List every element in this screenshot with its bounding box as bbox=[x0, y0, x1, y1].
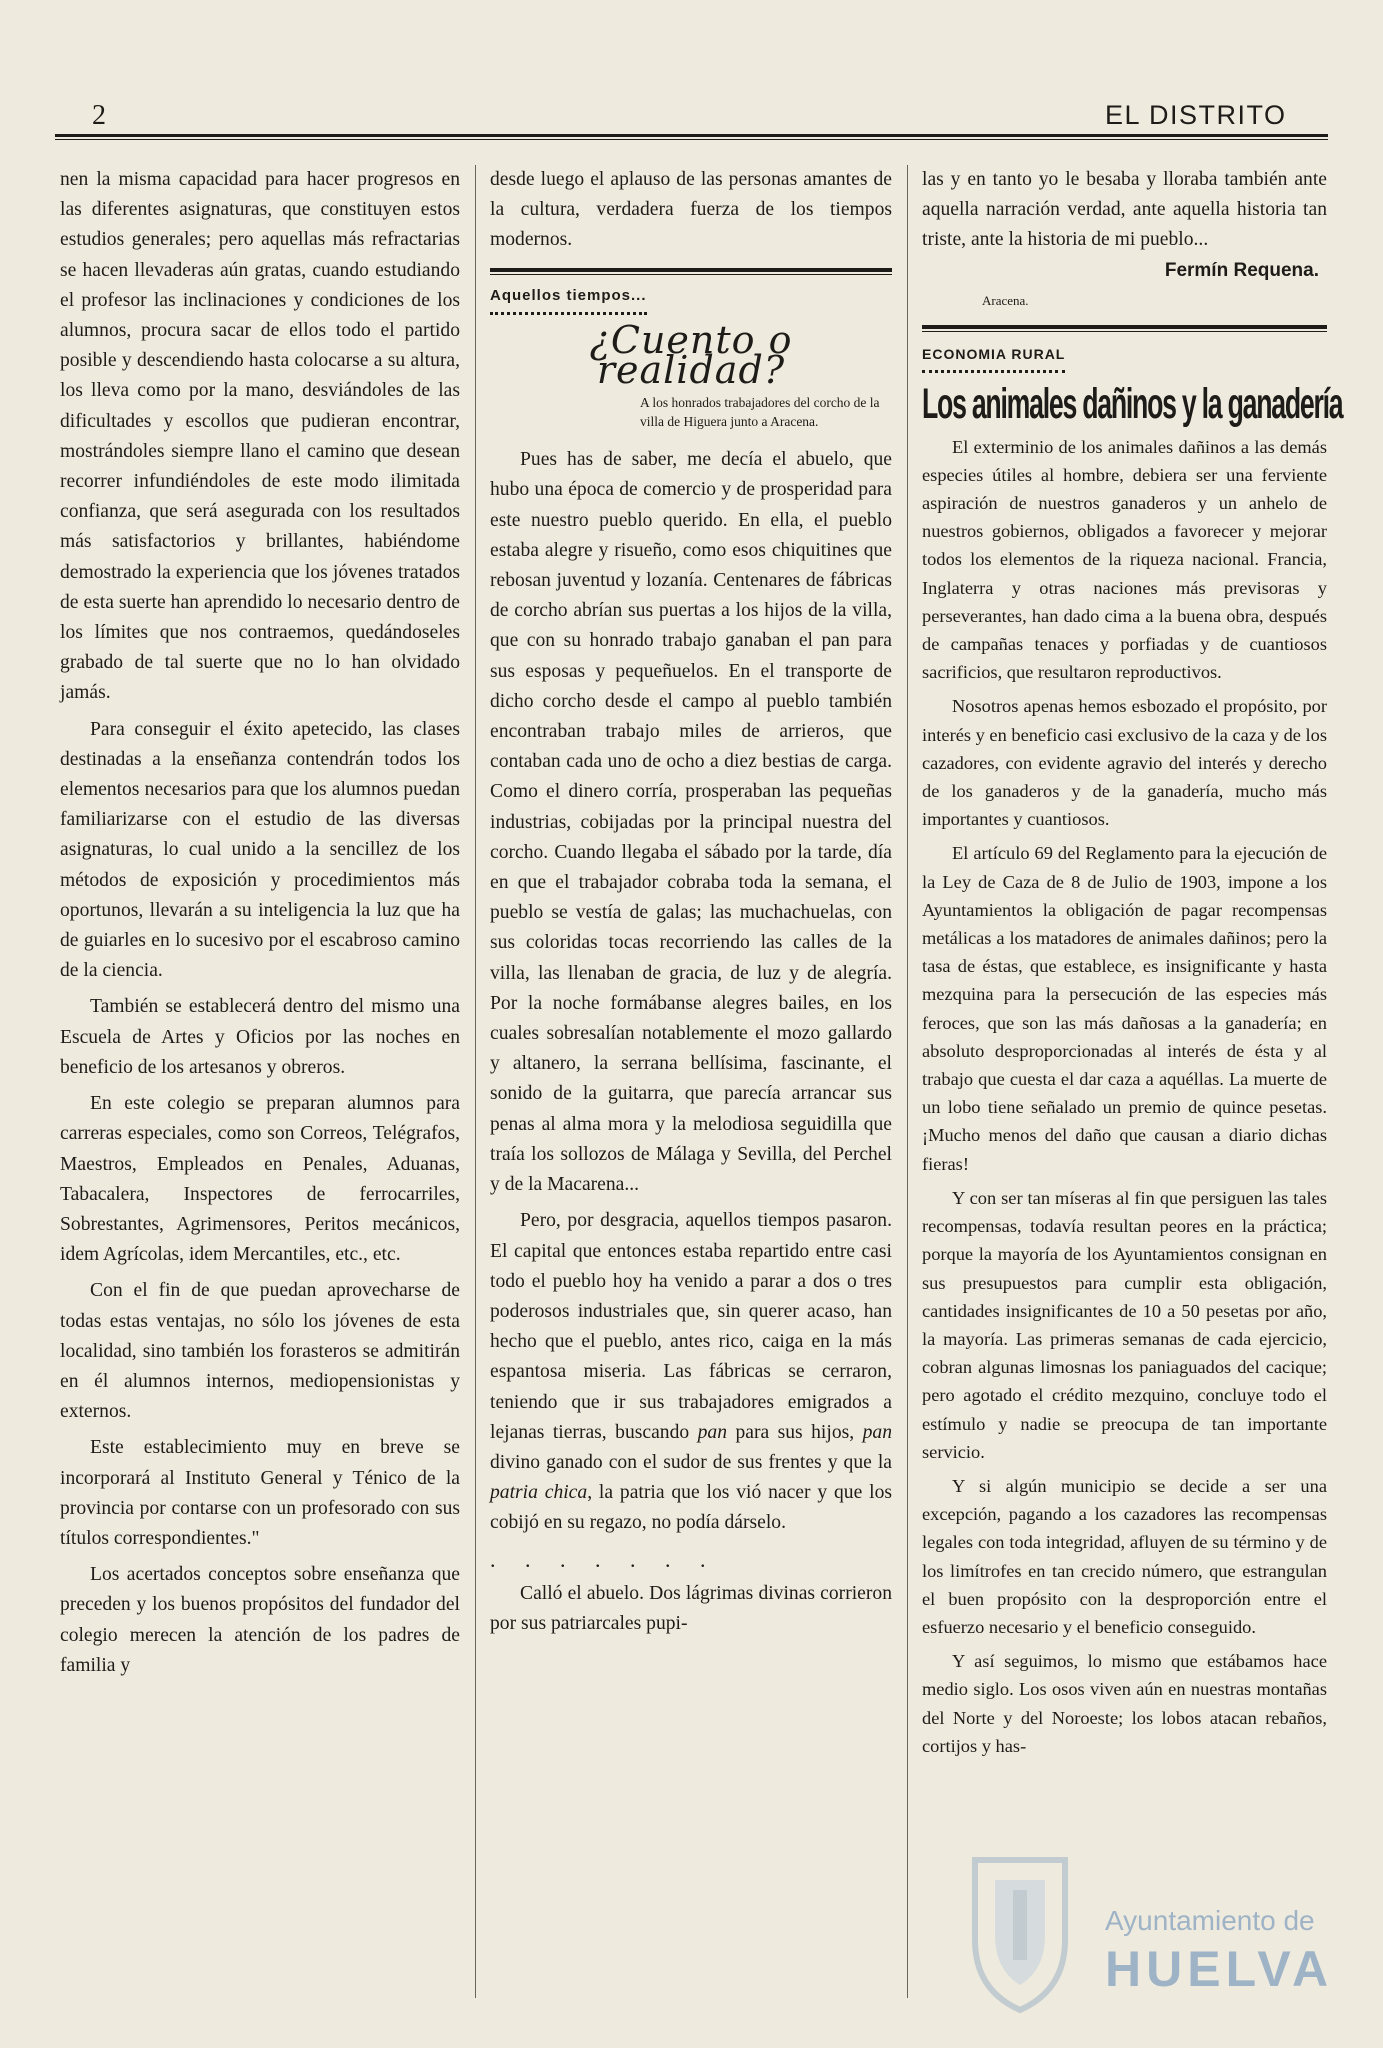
column-story bbox=[490, 165, 892, 1639]
section-rule bbox=[490, 268, 892, 275]
article-headline: Los animales dañinos y la ganadería bbox=[922, 379, 1343, 428]
emphasis-pan: pan bbox=[697, 1421, 728, 1443]
paragraph: Calló el abuelo. Dos lágrimas divinas corrieron por sus patriarcales pupi- bbox=[490, 1582, 892, 1634]
paragraph: El artículo 69 del Reglamento para la ejecución de la Ley de Caza de 8 de Julio de 1903, impone a los Ayuntamientos la obligación de pagar recompensas metálicas a los matadores de animales dañinos; pero la tasa de éstas, que establece, es insignificante y hasta mezquina para la persecución de las especies más feroces, que son las más dañosas a la ganadería; en absoluto desproporcionadas al interés de ésta y al trabajo que cuesta el dar caza a aquéllas. La muerte de un lobo tiene señalado un premio de quince pesetas. ¡Mucho menos del daño que causan a diario dichas fieras! bbox=[922, 843, 1327, 1174]
emphasis-pan: pan bbox=[862, 1421, 892, 1443]
dedication: A los honrados trabajadores del corcho de la villa de Higuera junto a Aracena. bbox=[640, 395, 880, 430]
column-rural-economy bbox=[922, 165, 1343, 1760]
paragraph: El exterminio de los animales dañinos a las demás especies útiles al hombre, debiera ser una ferviente aspiración de nuestros ganaderos y un anhelo de nuestros gobiernos, obligados a favorecer y mejorar todos los elementos de la riqueza nacional. Francia, Inglaterra y otras naciones más previsoras y perseverantes, han dado cima a la buena obra, después de campañas tenaces y porfiadas y de cuantiosos sacrificios, que resultaron reproductivos. bbox=[922, 436, 1327, 683]
paragraph-text: , la patria que los vió nacer y que los cobijó en su regazo, no podía dárselo. bbox=[490, 1482, 892, 1534]
paragraph: Y con ser tan míseras al fin que persiguen las tales recompensas, todavía resultan peores en la práctica; porque la mayoría de los Ayuntamientos consignan en sus presupuestos para cumplir esta obligación, cantidades insignificantes de 10 a 50 pesetas por año, la mayoría. Las primeras semanas de cada ejercicio, cobran algunas limosnas los paniaguados del cacique; pero agotado el crédito mezquino, concluye todo el estímulo y nadie se preocupa de tan importante servicio. bbox=[922, 1187, 1327, 1462]
paragraph: También se establecerá dentro del mismo una Escuela de Artes y Oficios por las noches en beneficio de los artesanos y obreros. bbox=[60, 996, 460, 1078]
paragraph: Pues has de saber, me decía el abuelo, que hubo una época de comercio y de prosperidad para este nuestro pueblo querido. En ella, el pueblo estaba alegre y risueño, como esos chiquitines que rebosan juventud y lozanía. Centenares de fábricas de corcho abrían sus puertas a los hijos de la villa, que con su honrado trabajo ganaban el pan para sus esposas y pequeñuelos. En el transporte de dicho corcho desde el campo al pueblo también encontraban trabajo miles de arrieros, que contaban cada uno de ocho a diez bestias de carga. Como el dinero corría, prosperaban las pequeñas industrias, cobijadas por la principal nuestra del corcho. Cuando llegaba el sábado por la tarde, día en que el trabajador cobraba toda la semana, el pueblo se vestía de galas; las muchachuelas, con sus coloridas tocas recorriendo las calles de la villa, las llenaban de gracia, de luz y de alegría. Por la noche formábanse alegres bailes, en los cuales sobresalían notablemente el mozo gallardo y altanero, la serrana bellísima, fascinante, el sonido de la guitarra, que parecía arrancar sus penas al alma mora y la melodiosa seguidilla que traía los sollozos de Málaga y Sevilla, del Perchel y de la Macarena... bbox=[490, 449, 892, 1196]
paragraph-text: para sus hijos, bbox=[727, 1421, 863, 1443]
watermark-line1: Ayuntamiento de bbox=[1105, 1905, 1315, 1936]
paragraph: Con el fin de que puedan aprovecharse de todas estas ventajas, no sólo los jóvenes de esta localidad, sino también los forasteros se admitirán en él alumnos internos, mediopensionistas y externos. bbox=[60, 1280, 460, 1423]
paragraph: desde luego el aplauso de las personas amantes de la cultura, verdadera fuerza de los tiempos modernos. bbox=[490, 169, 892, 251]
paragraph: Y así seguimos, lo mismo que estábamos hace medio siglo. Los osos viven aún en nuestras montañas del Norte y del Noroeste; los lobos atacan rebaños, cortijos y has- bbox=[922, 1651, 1327, 1756]
paragraph-text: Pero, por desgracia, aquellos tiempos pasaron. El capital que entonces estaba repartido entre casi todo el pueblo hoy ha venido a parar a dos o tres poderosos industriales que, sin querer acaso, han hecho que el pueblo, antes rico, caiga en la más espantosa miseria. Las fábricas se cerraron, teniendo que ir sus trabajadores emigrados a lejanas tierras, buscando bbox=[490, 1210, 892, 1443]
paragraph: Para conseguir el éxito apetecido, las clases destinadas a la enseñanza contendrán todos los elementos necesarios para que los alumnos puedan familiarizarse con el estudio de las diversas asignaturas, lo cual unido a la sencillez de los métodos de exposición y procedimientos más oportunos, llevarán a su inteligencia la luz que ha de guiarles en lo sucesivo por el escabroso camino de la ciencia. bbox=[60, 718, 460, 982]
paragraph: Nosotros apenas hemos esbozado el propósito, por interés y en beneficio casi exclusivo de la caza y de los cazadores, con evidente agravio del interés y derecho de los ganaderos y de la ganadería, mucho más importantes y cuantiosos. bbox=[922, 696, 1327, 830]
column-divider bbox=[475, 165, 476, 1998]
paragraph: las y en tanto yo le besaba y lloraba también ante aquella narración verdad, ante aquella historia tan triste, ante la historia de mi pueblo... bbox=[922, 169, 1327, 250]
emphasis-patria: patria chica bbox=[490, 1482, 588, 1504]
separator-dots: . . . . . . . bbox=[490, 1546, 718, 1572]
paragraph-text: divino ganado con el sudor de sus frentes y que la bbox=[490, 1451, 892, 1473]
paragraph: Los acertados conceptos sobre enseñanza que preceden y los buenos propósitos del fundador del colegio merecen la atención de los padres de familia y bbox=[60, 1564, 460, 1676]
page-number: 2 bbox=[92, 100, 106, 131]
header-rule-thin bbox=[55, 139, 1328, 140]
paragraph bbox=[490, 1206, 892, 1538]
story-title: ¿Cuento o realidad? bbox=[589, 317, 793, 393]
newspaper-title: EL DISTRITO bbox=[1105, 100, 1287, 130]
paragraph: Y si algún municipio se decide a ser una excepción, pagando a los cazadores las recompensas legales con toda integridad, afluyen de su término y de los limítrofes en tan crecido número, que estrangulan el buen propósito con la desproporción entre el esfuerzo necesario y el beneficio conseguido. bbox=[922, 1475, 1327, 1637]
section-label: Aquellos tiempos... bbox=[490, 281, 647, 315]
section-rule bbox=[922, 325, 1327, 332]
paragraph: En este colegio se preparan alumnos para carreras especiales, como son Correos, Telégrafos, Maestros, Empleados en Penales, Aduanas, Tabacalera, Inspectores de ferrocarriles, Sobrestantes, Agrimensores, Peritos mecánicos, idem Agrícolas, idem Mercantiles, etc., etc. bbox=[60, 1093, 460, 1266]
column-divider bbox=[907, 165, 908, 1998]
watermark-line2: HUELVA bbox=[1105, 1941, 1334, 1997]
author-signature: Fermín Requena. bbox=[1164, 260, 1319, 281]
section-label: ECONOMIA RURAL bbox=[922, 340, 1065, 372]
header-rule bbox=[55, 134, 1328, 137]
paragraph: nen la misma capacidad para hacer progresos en las diferentes asignaturas, que constituyen estos estudios generales; pero aquellas más refractarias se hacen llevaderas aún gratas, cuando estudiando el profesor las inclinaciones y condiciones de los alumnos, procura sacar de ellos todo el partido posible y descendiendo hasta colocarse a su altura, los lleva como por la mano, desviándoles de las dificultades y escollos que pudieran encontrar, mostrándoles siempre llano el camino que desean recorrer infundiéndoles de este modo ilimitada confianza, que será asegurada con los resultados más satisfactorios y brillantes, habiéndome demostrado la experiencia que los jóvenes tratados de esta suerte han aprendido lo necesario dentro de los límites que nos contraemos, quedándoseles grabado de tal suerte que no lo han olvidado jamás. bbox=[60, 169, 460, 704]
paragraph: Este establecimiento muy en breve se incorporará al Instituto General y Ténico de la provincia por contarse con un profesorado con sus títulos correspondientes." bbox=[60, 1437, 460, 1549]
column-education-article bbox=[60, 165, 460, 1681]
place-line: Aracena. bbox=[982, 293, 1029, 309]
